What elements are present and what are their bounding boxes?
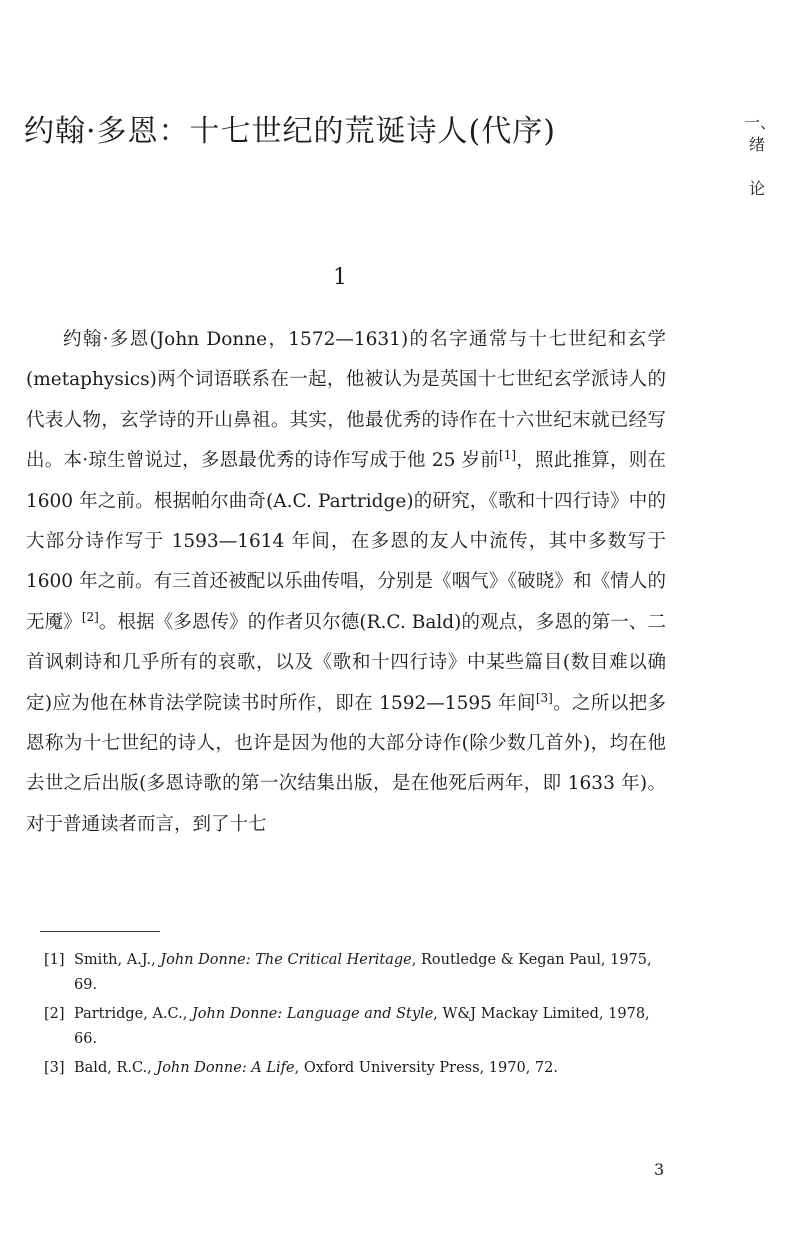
body-paragraph	[26, 320, 666, 845]
section-number: 1	[333, 265, 347, 290]
footnote-work-title: John Donne: Language and Style	[191, 1006, 434, 1022]
footnote-item	[44, 1056, 668, 1081]
footnote-number: [2]	[44, 1006, 65, 1022]
chapter-number: 一、	[744, 113, 777, 132]
footnote-item	[44, 1002, 668, 1052]
footnote-number: [1]	[44, 952, 65, 968]
footnote-divider	[40, 931, 160, 932]
footnote-details: , Oxford University Press, 1970, 72.	[294, 1060, 558, 1076]
footnote-author: Smith, A.J.,	[74, 952, 156, 968]
footnote-author: Partridge, A.C.,	[74, 1006, 188, 1022]
page-number: 3	[654, 1160, 665, 1179]
footnote-item	[44, 948, 668, 998]
body-text-part-1: 约翰·多恩(John Donne，1572—1631)的名字通常与十七世纪和玄学(metaphysics)两个词语联系在一起，他被认为是英国十七世纪玄学派诗人的代表人物，玄学诗的开山鼻祖。其实，他最优秀的诗作在十六世纪末就已经写出。本·琼生曾说过，多恩最优秀的诗作写成于他 25 岁前	[26, 329, 666, 472]
chapter-side-nav	[744, 112, 777, 200]
footnote-author: Bald, R.C.,	[74, 1060, 152, 1076]
chapter-char-2: 论	[748, 179, 765, 198]
footnote-ref-2[interactable]: [2]	[81, 609, 99, 624]
footnote-work-title: John Donne: A Life	[156, 1060, 295, 1076]
footnote-number: [3]	[44, 1060, 65, 1076]
chapter-char-1: 绪	[748, 135, 765, 154]
footnote-details: , W&J Mackay Limited, 1978, 66.	[74, 1006, 650, 1047]
footnote-details: , Routledge & Kegan Paul, 1975, 69.	[74, 952, 652, 993]
footnote-list	[44, 948, 668, 1085]
page-title: 约翰·多恩：十七世纪的荒诞诗人(代序)	[24, 114, 556, 149]
body-text-part-2: ，照此推算，则在 1600 年之前。根据帕尔曲奇(A.C. Partridge)的研究，《歌和十四行诗》中的大部分诗作写于 1593—1614 年间，在多恩的友人中流传，其中多数写于 1600 年之前。有三首还被配以乐曲传唱，分别是《咽气》《破晓》和《情人的无魇》	[26, 450, 666, 633]
body-text-part-3: 。根据《多恩传》的作者贝尔德(R.C. Bald)的观点，多恩的第一、二首讽刺诗和几乎所有的哀歌，以及《歌和十四行诗》中某些篇目(数目难以确定)应为他在林肯法学院读书时所作，即在 1592—1595 年间	[26, 611, 666, 714]
footnote-ref-3[interactable]: [3]	[535, 690, 553, 705]
body-text-part-4: 。之所以把多恩称为十七世纪的诗人，也许是因为他的大部分诗作(除少数几首外)，均在他去世之后出版(多恩诗歌的第一次结集出版，是在他死后两年，即 1633 年)。对于普通读者而言，到了十七	[26, 692, 666, 835]
footnote-ref-1[interactable]: [1]	[499, 448, 517, 463]
footnote-work-title: John Donne: The Critical Heritage	[160, 952, 412, 968]
